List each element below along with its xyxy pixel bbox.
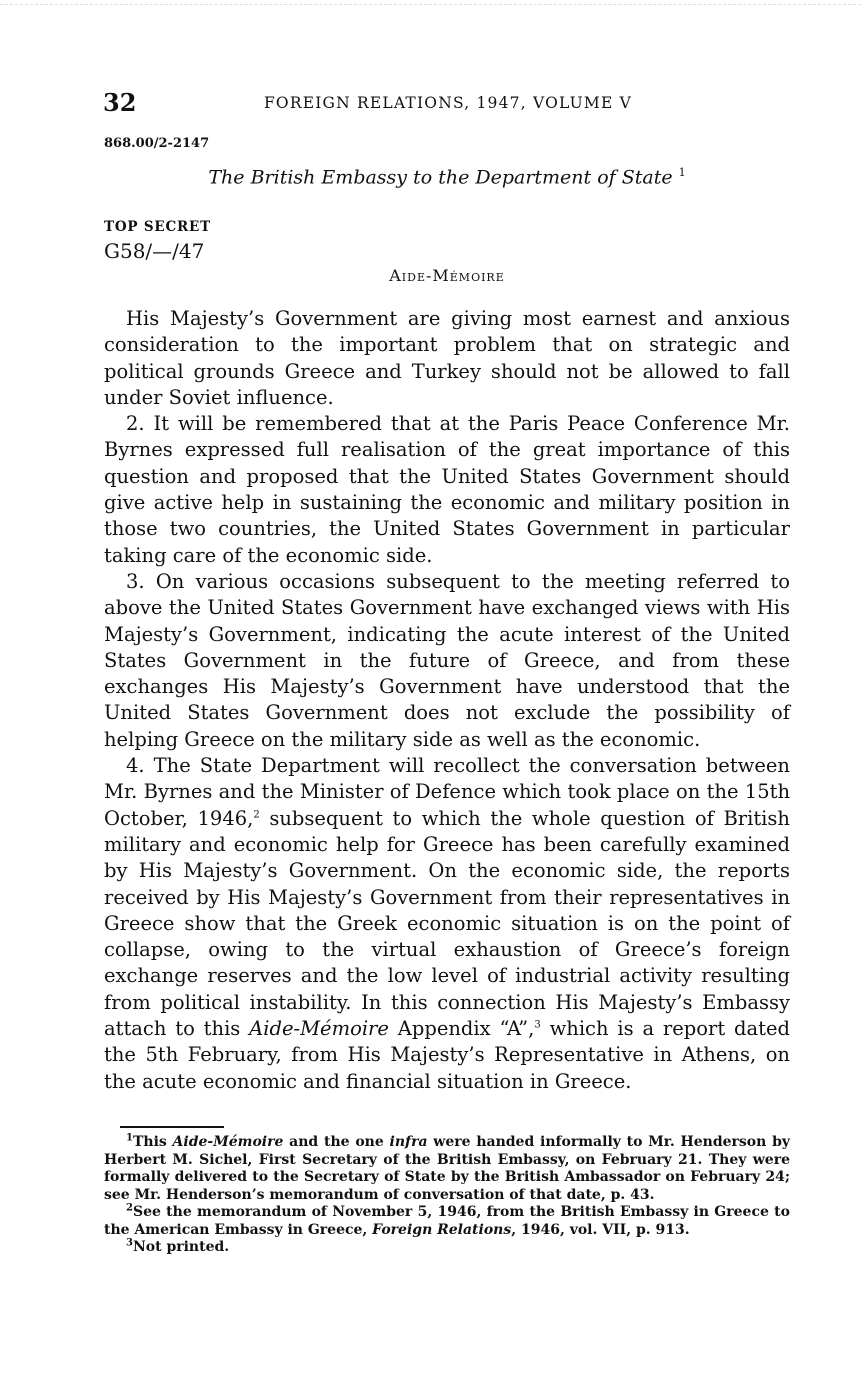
footnote-2-marker: 2 bbox=[126, 1202, 133, 1214]
paragraph-2: 2. It will be remembered that at the Paris Peace Conference Mr. Byrnes expressed full realisation of the great importance of this question and proposed that the United States Government should give active help in sustaining the economic and military position in those two countries, the United States Government in particular taking care of the economic side. bbox=[104, 412, 790, 567]
footnote-1-italic-b: infra bbox=[389, 1134, 428, 1150]
footnote-ref-2: 2 bbox=[253, 809, 260, 821]
footnote-2-italic: Foreign Relations bbox=[372, 1221, 512, 1238]
footnote-1-italic-a: Aide-Mémoire bbox=[172, 1134, 284, 1150]
footnote-2 bbox=[104, 1204, 790, 1239]
running-head: FOREIGN RELATIONS, 1947, VOLUME V bbox=[263, 94, 633, 112]
memo-heading: Aide-Mémoire bbox=[389, 266, 505, 285]
paragraph-4 bbox=[104, 753, 790, 1095]
document-title bbox=[104, 166, 790, 188]
footnote-1 bbox=[104, 1134, 790, 1204]
paragraph-4-part-4: which is a report dated the 5th February, from His Majesty’s Representative in Athens, on the acute economic and financial situation in Greece. bbox=[104, 1017, 790, 1093]
footnote-ref-1: 1 bbox=[678, 166, 686, 179]
footnote-3-text: Not printed. bbox=[132, 1239, 230, 1255]
footnote-1-marker: 1 bbox=[126, 1132, 133, 1144]
reference-number: G58/—/47 bbox=[104, 239, 205, 263]
footnote-2-text-b: , 1946, vol. VII, p. 913. bbox=[511, 1221, 690, 1238]
classification-label: TOP SECRET bbox=[104, 219, 211, 235]
document-title-text: The British Embassy to the Department of State bbox=[208, 166, 673, 189]
page-number: 32 bbox=[103, 88, 137, 117]
file-number: 868.00/2-2147 bbox=[104, 136, 210, 151]
paragraph-4-part-1: 4. The State Department will recollect the conversation between Mr. Byrnes and the Minister of Defence which took place on the 15th October, 1946, bbox=[104, 754, 790, 830]
memo-body bbox=[104, 306, 790, 1095]
paragraph-3: 3. On various occasions subsequent to the meeting referred to above the United States Government have exchanged views with His Majesty’s Government, indicating the acute interest of the United States Government in the future of Greece, and from these exchanges His Majesty’s Government have understood that the United States Government does not exclude the possibility of helping Greece on the military side as well as the economic. bbox=[104, 569, 790, 751]
footnote-2-text-a: See the memorandum of November 5, 1946, from the British Embassy in Greece to the American Embassy in Greece, bbox=[104, 1204, 790, 1238]
top-edge-rule bbox=[0, 4, 861, 5]
paragraph-4-part-2: subsequent to which the whole question of British military and economic help for Greece has been carefully examined by His Majesty’s Government. On the economic side, the reports received by His Majesty’s Government from their representatives in Greece show that the Greek economic situation is on the point of collapse, owing to the virtual exhaustion of Greece’s foreign exchange reserves and the low level of industrial activity resulting from political instability. In this connection His Majesty’s Embassy attach to this bbox=[104, 806, 790, 1041]
page-header bbox=[103, 88, 793, 118]
footnote-rule bbox=[120, 1126, 224, 1128]
footnote-3 bbox=[104, 1239, 790, 1257]
footnote-1-text-b: and the one bbox=[283, 1134, 390, 1150]
paragraph-1: His Majesty’s Government are giving most earnest and anxious consideration to the important problem that on strategic and political grounds Greece and Turkey should not be allowed to fall under Soviet influence. bbox=[104, 307, 790, 409]
footnotes bbox=[104, 1134, 790, 1257]
footnote-ref-3: 3 bbox=[534, 1019, 541, 1031]
footnote-1-text-a: This bbox=[132, 1134, 173, 1150]
footnote-1-text-c: were handed informally to Mr. Henderson by Herbert M. Sichel, First Secretary of the British Embassy, on February 21. They were formally delivered to the Secretary of State by the British Ambassador on February 24; see Mr. Henderson’s memorandum of conversation of that date, p. 43. bbox=[104, 1134, 790, 1203]
footnote-3-marker: 3 bbox=[126, 1237, 133, 1249]
paragraph-4-italic: Aide-Mémoire bbox=[249, 1017, 389, 1041]
paragraph-4-part-3: Appendix “A”, bbox=[388, 1017, 535, 1041]
